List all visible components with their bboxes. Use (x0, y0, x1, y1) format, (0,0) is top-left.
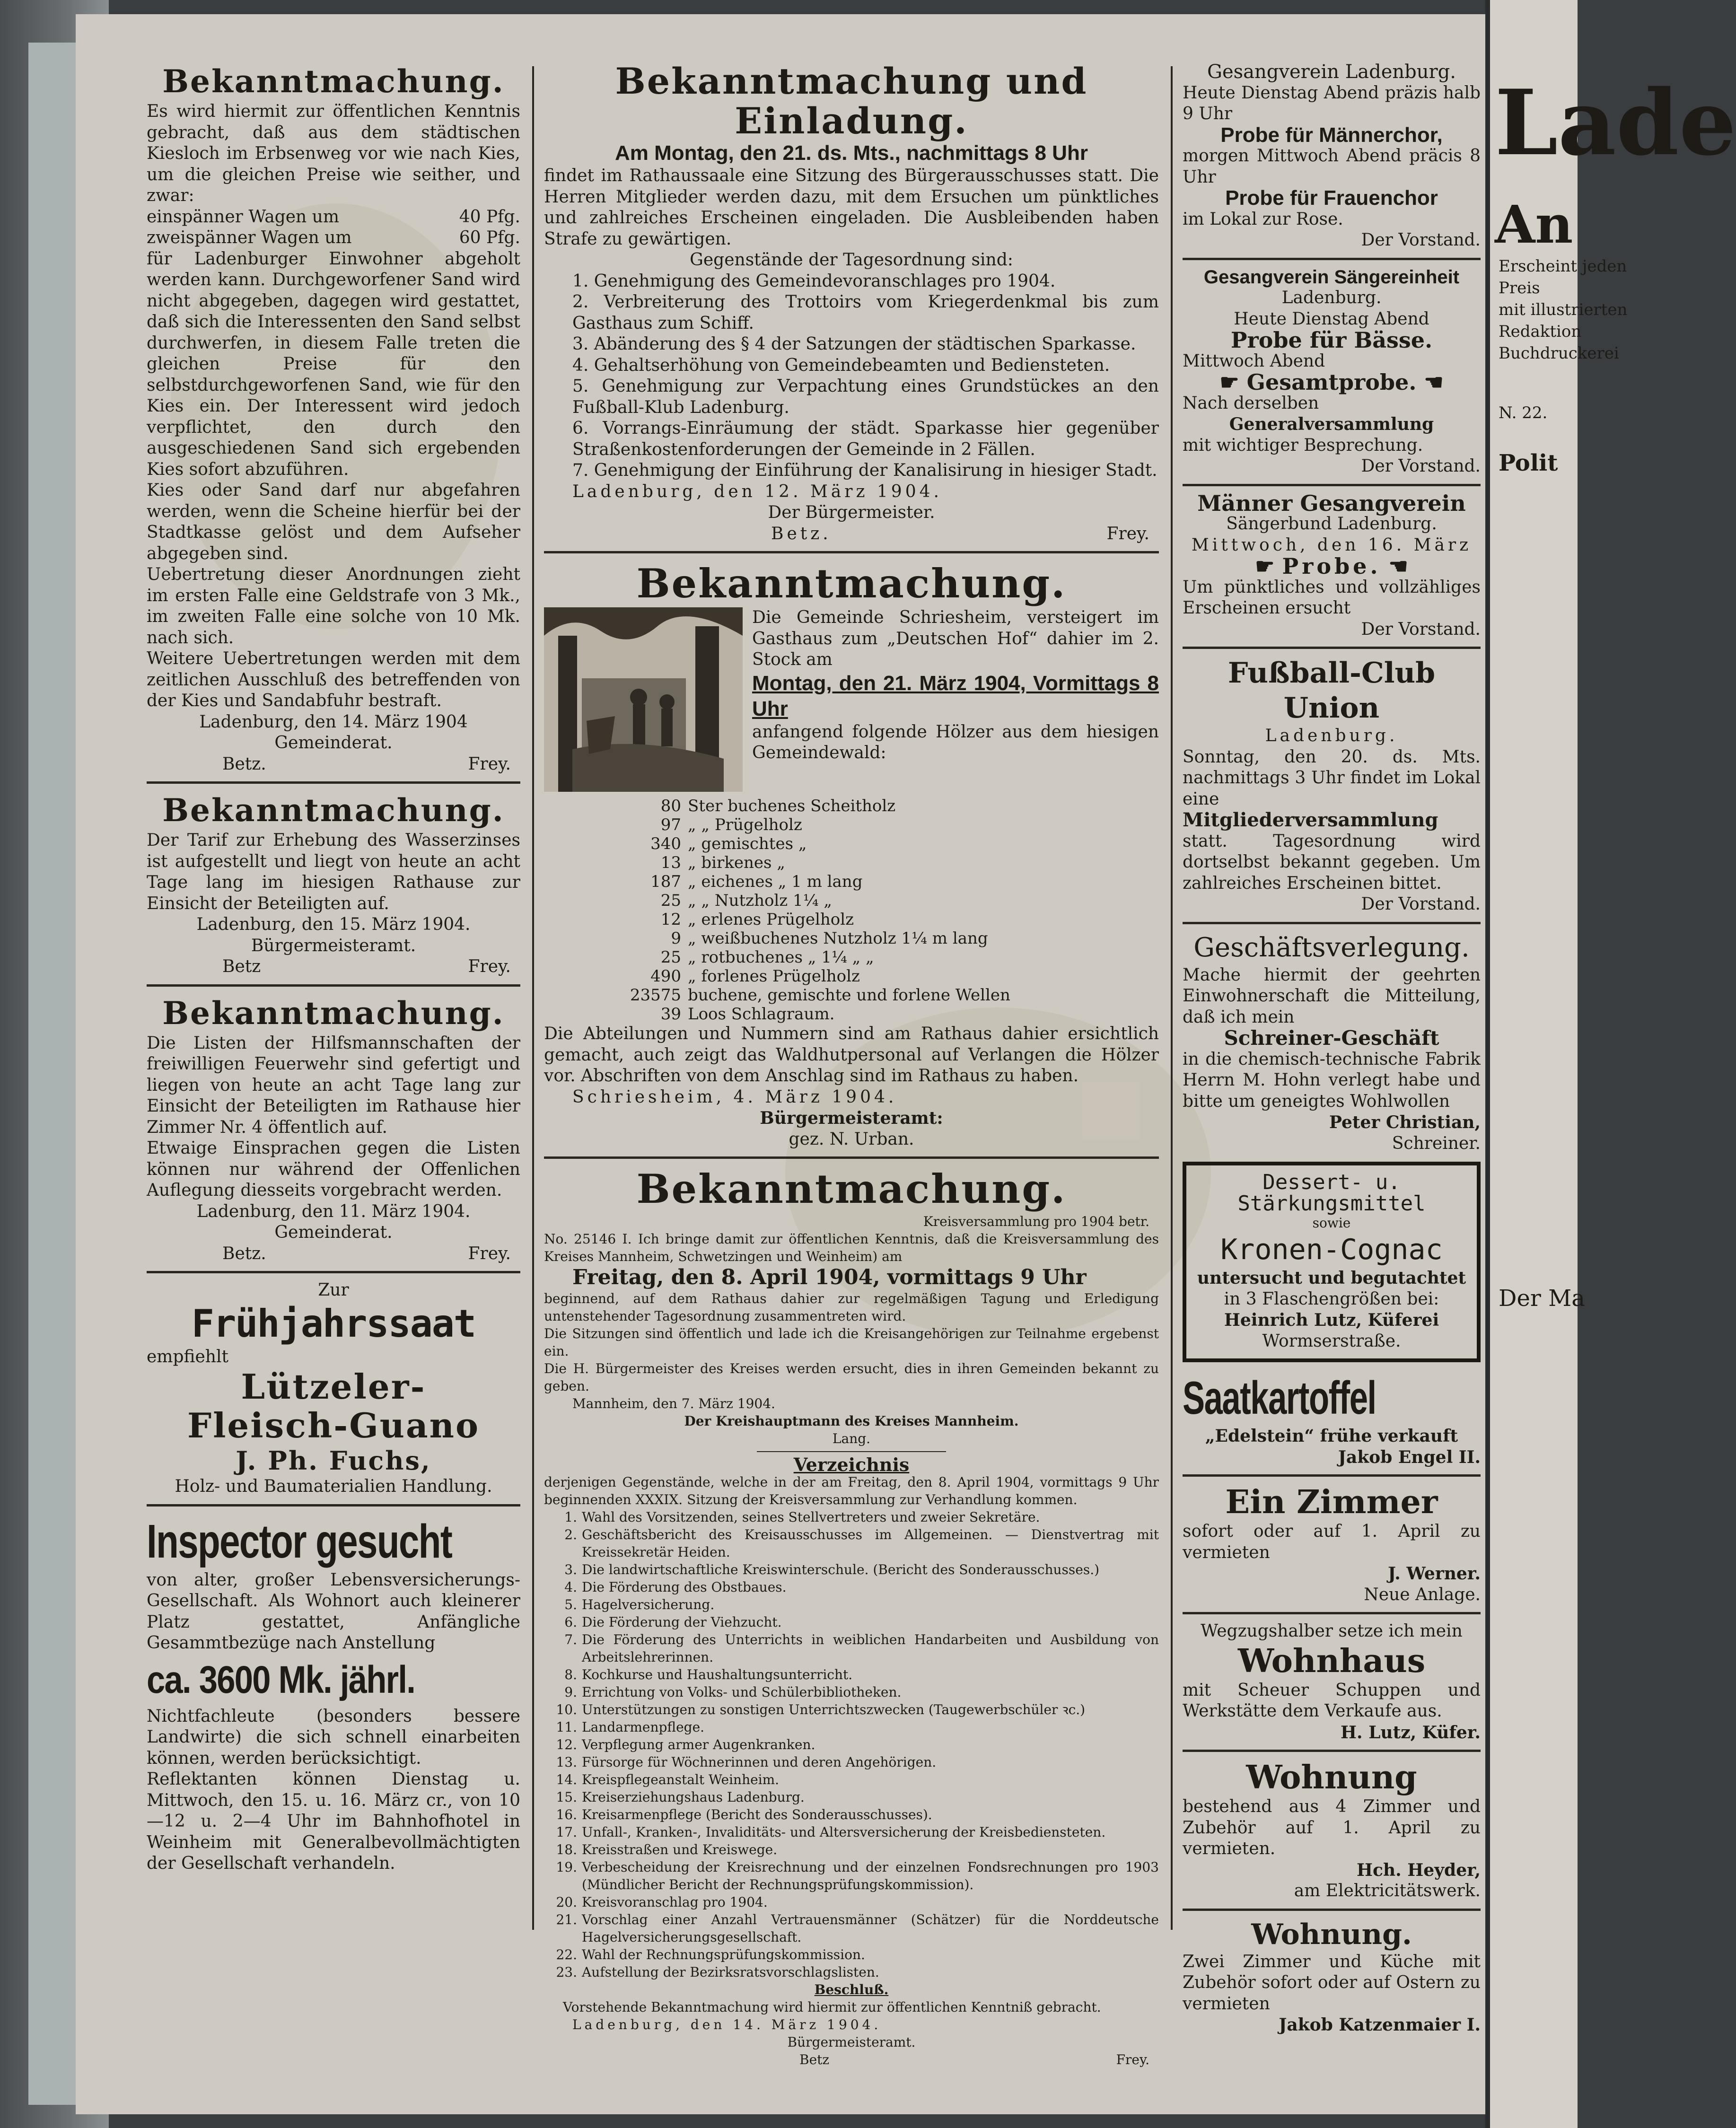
signature: Betz. (222, 1244, 266, 1263)
pointing-hand-icon: ☛ (1255, 553, 1282, 579)
list-item: 17. Unfall-, Kranken-, Invaliditäts- und Altersversicherung der Kreisbediensteten. (556, 1824, 1106, 1840)
list-item: 12. Verpflegung armer Augenkranken. (556, 1737, 815, 1752)
list-item: 4. Die Förderung des Obstbaues. (564, 1579, 787, 1595)
ad-title: Fußball-Club Union (1227, 657, 1436, 725)
ad-seed-potatoes (1183, 1370, 1481, 1468)
ad-product: Lützeler- (241, 1366, 426, 1407)
column-right (1183, 61, 1481, 2036)
ad-room (1183, 1483, 1481, 1605)
ad-title: Wohnung. (1251, 1918, 1412, 1951)
ad-choir-ladenburg (1183, 61, 1481, 251)
column-middle (544, 61, 1159, 2068)
ad-text: Mittwoch, den 16. März (1191, 535, 1472, 555)
ad-title: Wohnung (1246, 1759, 1417, 1796)
notice-text: anfangend folgende Hölzer aus dem hiesigen Gemeindewald: (752, 722, 1159, 762)
wood-quantity: 9 (671, 929, 681, 948)
wood-quantity: 340 (650, 834, 681, 853)
notice-date: Ladenburg, den 12. März 1904. (572, 482, 942, 501)
notice-title: Bekanntmachung. (636, 1165, 1067, 1212)
ad-title: Ein Zimmer (1225, 1483, 1438, 1521)
signature: Jakob Katzenmaier I. (1279, 2015, 1481, 2035)
signature: H. Lutz, Küfer. (1341, 1722, 1481, 1743)
notice-text: Die Gemeinde Schriesheim, versteigert im Gasthaus zum „Deutschen Hof“ dahier im 2. Stock am (752, 608, 1159, 669)
ad-firm: J. Ph. Fuchs, (236, 1445, 431, 1476)
list-intro: derjenigen Gegenstände, welche in der am Freitag, den 8. April 1904, vormittags 9 Uhr beginnenden XXXIX. Sitzung der Kreisversammlung zur Verhandlung kommen. (544, 1474, 1159, 1507)
notice-authority: Bürgermeisteramt. (787, 2034, 916, 2050)
text-fragment: Redaktion (1499, 322, 1582, 341)
masthead-fragment: An (1495, 194, 1573, 255)
ad-text: mit Scheuer Schuppen und Werkstätte dem Verkaufe aus. (1183, 1680, 1481, 1721)
column-left (147, 61, 520, 1874)
notice-authority: Gemeinderat. (274, 1223, 393, 1242)
wood-quantity: 187 (650, 872, 681, 891)
notice-text: Die H. Bürgermeister des Kreises werden ersucht, dies in ihren Gemeinden bekannt zu geben. (544, 1361, 1159, 1394)
text-fragment: Erscheint jeden (1499, 257, 1627, 276)
agenda-item: 1. Genehmigung des Gemeindevoranschlages pro 1904. (572, 271, 1056, 291)
list-item: 14. Kreispflegeanstalt Weinheim. (556, 1772, 780, 1787)
ad-title: Geschäftsverlegung. (1193, 932, 1470, 963)
ad-title: Männer Gesangverein (1197, 490, 1466, 516)
adjacent-page (1485, 0, 1736, 2128)
ad-cognac (1183, 1162, 1481, 1362)
wood-type: „ birkenes „ (688, 853, 785, 872)
ad-football-club (1183, 656, 1481, 915)
ad-choir-saengerbund (1183, 490, 1481, 640)
wood-type: „ rotbuchenes „ 1¼ „ „ (688, 948, 874, 967)
ad-apartment (1183, 1759, 1481, 1902)
price-label: einspänner Wagen um (147, 207, 339, 227)
list-item: 13. Fürsorge für Wöchnerinnen und deren Angehörigen. (556, 1754, 937, 1770)
ad-address: Wormserstraße. (1262, 1331, 1401, 1351)
notice-text: Uebertretung dieser Anordnungen zieht im ersten Falle eine Geldstrafe von 3 Mk., im zweiten Falle eine solche von 10 Mk. nach sich. (147, 565, 520, 648)
text-fragment: mit illustrierten (1499, 300, 1628, 319)
ad-product: Fleisch-Guano (187, 1405, 480, 1445)
signature: Peter Christian, (1329, 1112, 1481, 1132)
notice-title: Bekanntmachung. (162, 792, 505, 829)
ad-heading: Probe für Frauenchor (1225, 186, 1438, 210)
ad-text: in die chemisch-technische Fabrik Herrn M. Hohn verlegt habe und bitte um geneigtes Wohlwollen (1183, 1049, 1481, 1111)
ad-choir-saengereinheit (1183, 267, 1481, 477)
notice-date: Ladenburg, den 14. März 1904. (572, 2017, 882, 2032)
notice-text: Es wird hiermit zur öffentlichen Kenntnis gebracht, daß aus dem städtischen Kiesloch im Erbsenweg vor wie nach Kies, um die gleichen Preise wie seither, und zwar: (147, 102, 520, 205)
notice-text: Gegenstände der Tagesordnung sind: (690, 250, 1013, 270)
notice-date: Mannheim, den 7. März 1904. (572, 1396, 775, 1411)
list-item: 5. Hagelversicherung. (564, 1597, 715, 1612)
assembly-date: Freitag, den 8. April 1904, vormittags 9 Uhr (572, 1265, 1087, 1289)
notice-council-meeting (544, 61, 1159, 544)
text-fragment: Buchdruckerei (1499, 344, 1619, 363)
signature: Der Vorstand. (1361, 619, 1481, 639)
signature-title: Schreiner. (1392, 1133, 1481, 1153)
wood-quantity: 23575 (630, 986, 681, 1005)
signature: Der Vorstand. (1361, 894, 1481, 914)
ad-heading: Schreiner-Geschäft (1224, 1026, 1439, 1050)
signature: Frey. (468, 957, 511, 976)
list-title: Verzeichnis (793, 1454, 910, 1475)
text-fragment: Polit (1499, 450, 1558, 476)
ad-text: Ladenburg. (1265, 726, 1398, 745)
ad-business-relocation (1183, 931, 1481, 1155)
notice-district-assembly (544, 1165, 1159, 2068)
ad-title: Saatkartoffel (1183, 1372, 1376, 1424)
ad-heading: Mitgliederversammlung (1183, 809, 1438, 831)
wood-quantity: 39 (660, 1005, 681, 1024)
signature: gez. N. Urban. (789, 1129, 914, 1149)
ad-firm-type: Holz- und Baumaterialien Handlung. (175, 1477, 492, 1496)
wood-type: „ erlenes Prügelholz (688, 910, 854, 929)
wood-quantity: 25 (660, 891, 681, 910)
notice-gravel (147, 61, 520, 775)
ad-fertilizer (147, 1280, 520, 1497)
ad-salary: ca. 3600 Mk. jährl. (147, 1658, 415, 1701)
notice-text: Die Sitzungen sind öffentlich und lade ich die Kreisangehörigen zur Teilnahme ergebenst ein. (544, 1326, 1159, 1359)
signature: J. Werner. (1388, 1564, 1481, 1584)
notice-title: Bekanntmachung und Einladung. (615, 60, 1088, 142)
wood-type: buchene, gemischte und forlene Wellen (688, 986, 1010, 1005)
ad-text: „Edelstein“ frühe verkauft (1205, 1426, 1458, 1446)
ad-text: mit wichtiger Besprechung. (1183, 435, 1423, 455)
ad-title: Dessert- u. Stärkungsmittel (1237, 1170, 1426, 1216)
notice-date: Schriesheim, 4. März 1904. (572, 1087, 897, 1107)
wood-quantity: 13 (660, 853, 681, 872)
ad-heading: ☛ Probe. ☚ (1255, 553, 1408, 579)
ad-address: Neue Anlage. (1364, 1585, 1481, 1604)
signature: Lang. (832, 1431, 871, 1446)
ad-apartment-2 (1183, 1918, 1481, 2036)
column-rule-1 (532, 66, 534, 1930)
agenda-item: 4. Gehaltserhöhung von Gemeindebeamten und Bediensteten. (572, 355, 1110, 375)
ad-heading: Probe für Männerchor, (1220, 123, 1443, 147)
agenda-item: 7. Genehmigung der Einführung der Kanalisirung in hiesiger Stadt. (572, 461, 1157, 480)
list-item: 21. Vorschlag einer Anzahl Vertrauensmänner (Schätzer) für die Norddeutsche Hagelversicherungsgesellschaft. (556, 1912, 1159, 1945)
ad-title: Gesangverein Sängereinheit (1203, 266, 1460, 288)
resolution-title: Beschluß. (814, 1982, 889, 1997)
signature: Der Vorstand. (1361, 456, 1481, 476)
ad-text: Reflektanten können Dienstag u. Mittwoch, den 15. u. 16. März cr., von 10—12 u. 2—4 Uhr im Bahnhofhotel in Weinheim mit Generalbevollmächtigten der Gesellschaft verhandeln. (147, 1769, 520, 1873)
notice-title: Bekanntmachung. (636, 560, 1067, 607)
signature: Frey. (1106, 524, 1149, 543)
signature: Frey. (468, 1244, 511, 1263)
signature: Der Vorstand. (1361, 230, 1481, 250)
ad-text: Nach derselben (1183, 393, 1319, 413)
list-item: 19. Verbescheidung der Kreisrechnung und der einzelnen Fondsrechnungen pro 1903 (Mündlicher Bericht der Rechnungsprüfungskommission). (556, 1859, 1159, 1892)
price-label: zweispänner Wagen um (147, 228, 352, 247)
pointing-hand-icon: ☚ (1416, 369, 1444, 395)
ad-text: Mache hiermit der geehrten Einwohnerschaft die Mitteilung, daß ich mein (1183, 965, 1481, 1027)
text-fragment: N. 22. (1499, 403, 1548, 422)
forest-woodcut-illustration (544, 607, 743, 792)
notice-wood-auction (544, 560, 1159, 1150)
signature: Frey. (468, 754, 511, 774)
ad-heading: ☛ Gesamtprobe. ☚ (1219, 369, 1444, 395)
notice-subtitle: Am Montag, den 21. ds. Mts., nachmittags 8 Uhr (615, 141, 1088, 165)
ad-text: empfiehlt (147, 1347, 228, 1366)
notice-title: Bekanntmachung. (162, 994, 505, 1032)
wood-type: „ forlenes Prügelholz (688, 967, 860, 986)
price-value: 40 Pfg. (459, 207, 520, 227)
list-item: 9. Errichtung von Volks- und Schülerbibliotheken. (564, 1684, 902, 1700)
wood-type: Loos Schlagraum. (688, 1005, 835, 1024)
notice-text: Die Abteilungen und Nummern sind am Rathaus dahier ersichtlich gemacht, auch zeigt das Waldhutpersonal auf Verlangen die Hölzer vor. Abschriften von dem Anschlag sind im Rathaus zu haben. (544, 1024, 1159, 1086)
ad-title: Wohnhaus (1237, 1642, 1426, 1680)
ad-text: Nichtfachleute (besonders bessere Landwirte) die sich schnell einarbeiten können, werden berücksichtigt. (147, 1706, 520, 1768)
resolution-text: Vorstehende Bekanntmachung wird hiermit zur öffentlichen Kenntniß gebracht. (563, 1999, 1101, 2015)
ad-text: sofort oder auf 1. April zu vermieten (1183, 1522, 1481, 1562)
text-fragment: Preis (1499, 279, 1540, 298)
notice-text: beginnend, auf dem Rathaus dahier zur regelmäßigen Tagung und Erledigung untenstehender Tagesordnung zusammentreten wird. (544, 1291, 1159, 1324)
notice-text: Kies oder Sand darf nur abgefahren werden, wenn die Scheine hierfür bei der Stadtkasse gelöst und dem Aufseher abgegeben sind. (147, 481, 520, 563)
ad-text: sowie (1312, 1215, 1351, 1231)
ad-text: Zwei Zimmer und Küche mit Zubehör sofort oder auf Ostern zu vermieten (1183, 1952, 1481, 2014)
agenda-item: 2. Verbreiterung des Trottoirs vom Kriegerdenkmal bis zum Gasthaus zum Schiff. (572, 292, 1159, 333)
ad-address: am Elektricitätswerk. (1294, 1881, 1481, 1900)
wood-type: „ „ Nutzholz 1¼ „ (688, 891, 833, 910)
notice-text: Die Listen der Hilfsmannschaften der freiwilligen Feuerwehr sind gefertigt und liegen von heute an acht Tage lang zur Einsicht der Beteiligten im Rathause hier Zimmer Nr. 4 öffentlich auf. (147, 1033, 520, 1137)
notice-fire-brigade (147, 993, 520, 1265)
notice-date: Ladenburg, den 15. März 1904. (196, 915, 471, 934)
ad-title: Frühjahrssaat (191, 1301, 476, 1346)
ad-text: untersucht und begutachtet (1197, 1268, 1466, 1288)
notice-authority: Bürgermeisteramt: (760, 1108, 943, 1128)
notice-subtitle: Kreisversammlung pro 1904 betr. (923, 1214, 1149, 1229)
auction-date: Montag, den 21. März 1904, Vormittags 8 Uhr (752, 671, 1159, 720)
ad-text: in 3 Flaschengrößen bei: (1224, 1289, 1439, 1309)
ad-heading: Kronen-Cognac (1220, 1233, 1443, 1266)
agenda-item: 3. Abänderung des § 4 der Satzungen der städtischen Sparkasse. (572, 334, 1136, 354)
ad-text: Sonntag, den 20. ds. Mts. nachmittags 3 Uhr findet im Lokal eine (1183, 747, 1481, 809)
wood-quantity: 80 (660, 797, 681, 815)
ad-text: Heute Dienstag Abend präzis halb 9 Uhr (1183, 83, 1481, 123)
ad-intro: Zur (318, 1280, 349, 1300)
notice-date: Ladenburg, den 11. März 1904. (196, 1201, 471, 1221)
wood-quantity: 12 (660, 910, 681, 929)
notice-text: No. 25146 I. Ich bringe damit zur öffentlichen Kenntnis, daß die Kreisversammlung des Kreises Mannheim, Schwetzingen und Weinheim) am (544, 1231, 1159, 1264)
list-item: 23. Aufstellung der Bezirksratsvorschlagslisten. (556, 1964, 879, 1980)
signature: Betz (799, 2052, 830, 2067)
ad-firm: Heinrich Lutz, Küferei (1224, 1310, 1439, 1330)
ad-text: Heute Dienstag Abend (1234, 309, 1429, 329)
ad-heading: Probe für Bässe. (1230, 327, 1433, 353)
wood-type: Ster buchenes Scheitholz (688, 797, 896, 815)
list-item: 6. Die Förderung der Viehzucht. (564, 1614, 782, 1630)
signature: Jakob Engel II. (1338, 1447, 1481, 1467)
agenda-item: 5. Genehmigung zur Verpachtung eines Grundstückes an den Fußball-Klub Ladenburg. (572, 377, 1159, 417)
list-item: 18. Kreisstraßen und Kreiswege. (556, 1842, 778, 1857)
wood-quantity: 97 (660, 815, 681, 834)
ad-title: Inspector gesucht (147, 1515, 452, 1568)
signature: Frey. (1116, 2052, 1149, 2067)
list-item: 11. Landarmenpflege. (556, 1719, 705, 1735)
signature: Betz (222, 957, 261, 976)
column-rule-2 (1171, 66, 1173, 1930)
list-item: 10. Unterstützungen zu sonstigen Unterrichtszwecken (Taugewerbschüler ꝛc.) (556, 1702, 1086, 1717)
list-item: 1. Wahl des Vorsitzenden, seines Stellvertreters und zweier Sekretäre. (564, 1509, 1040, 1525)
ad-text: von alter, großer Lebensversicherungs-Gesellschaft. Als Wohnort auch kleinerer Platz gestattet, Anfängliche Gesammtbezüge nach Anstellung (147, 1570, 520, 1653)
signature: Betz. (222, 754, 266, 774)
wood-type: „ eichenes „ 1 m lang (688, 872, 863, 891)
text-fragment: Der Ma (1499, 1285, 1585, 1312)
pointing-hand-icon: ☚ (1381, 553, 1408, 579)
ad-inspector (147, 1513, 520, 1874)
ad-text: Ladenburg. (1281, 288, 1382, 307)
notice-authority: Der Kreishauptmann des Kreises Mannheim. (684, 1413, 1019, 1429)
list-item: 22. Wahl der Rechnungsprüfungskommission. (556, 1947, 865, 1962)
list-item: 3. Die landwirtschaftliche Kreiswinterschule. (Bericht des Sonderausschusses.) (564, 1562, 1100, 1577)
wood-type: „ gemischtes „ (688, 834, 807, 853)
ad-text: Sängerbund Ladenburg. (1226, 514, 1437, 534)
wood-quantity: 25 (660, 948, 681, 967)
wood-type: „ weißbuchenes Nutzholz 1¼ m lang (688, 929, 988, 948)
notice-text: findet im Rathaussaale eine Sitzung des Bürgerausschusses statt. Die Herren Mitglieder werden dazu, mit dem Ersuchen um pünktliches und zahlreiches Erscheinen eingeladen. Die Ausbleibenden haben Strafe zu gewärtigen. (544, 166, 1159, 249)
notice-authority: Gemeinderat. (274, 733, 393, 753)
ad-text: im Lokal zur Rose. (1183, 209, 1343, 229)
list-item: 7. Die Förderung des Unterrichts in weiblichen Handarbeiten und Ausbildung von Arbeitslehrerinnen. (564, 1632, 1159, 1665)
pointing-hand-icon: ☛ (1219, 369, 1247, 395)
notice-authority: Bürgermeisteramt. (251, 936, 416, 955)
ad-title: Gesangverein Ladenburg. (1207, 61, 1456, 83)
ad-text: statt. Tagesordnung wird dortselbst bekannt gegeben. Um zahlreiches Erscheinen bittet. (1183, 831, 1481, 893)
signature: Hch. Heyder, (1357, 1860, 1481, 1880)
ad-text: bestehend aus 4 Zimmer und Zubehör auf 1. April zu vermieten. (1183, 1797, 1481, 1858)
list-item: 2. Geschäftsbericht des Kreisausschusses im Allgemeinen. — Dienstvertrag mit Kreissekretär Heiden. (564, 1527, 1159, 1560)
notice-text: für Ladenburger Einwohner abgeholt werden kann. Durchgeworfener Sand wird nicht abgegeben, dagegen wird gestattet, daß sich die Interessenten den Sand selbst durchwerfen, in diesem Falle treten die gleichen Preise für den selbstdurchgeworfenen Sand, wie für den Kies ein. Der Interessent wird jedoch verpflichtet, den durch den ausgeschiedenen Sand sich ergebenden Kies sofort abzuführen. (147, 249, 520, 479)
ad-text: Wegzugshalber setze ich mein (1201, 1621, 1463, 1641)
ad-text: morgen Mittwoch Abend präcis 8 Uhr (1183, 146, 1481, 187)
ad-house-sale (1183, 1621, 1481, 1743)
price-value: 60 Pfg. (459, 228, 520, 247)
wood-quantity: 490 (650, 967, 681, 986)
notice-authority: Der Bürgermeister. (768, 503, 935, 522)
list-item: 8. Kochkurse und Haushaltungsunterricht. (564, 1667, 853, 1682)
list-item: 16. Kreisarmenpflege (Bericht des Sonderausschusses). (556, 1807, 932, 1822)
notice-text: Etwaige Einsprachen gegen die Listen können nur während der Offenlichen Auflegung diesseits vorgebracht werden. (147, 1138, 520, 1200)
ad-text: Um pünktliches und vollzähliges Erscheinen ersucht (1183, 577, 1481, 618)
wood-type: „ „ Prügelholz (688, 815, 802, 834)
list-item: 15. Kreiserziehungshaus Ladenburg. (556, 1789, 805, 1805)
masthead-fragment: Lade (1495, 70, 1736, 175)
signature: Betz. (771, 524, 832, 543)
notice-date: Ladenburg, den 14. März 1904 (199, 712, 468, 732)
ad-text: Mittwoch Abend (1183, 351, 1325, 371)
list-item: 20. Kreisvoranschlag pro 1904. (556, 1894, 768, 1910)
agenda-item: 6. Vorrangs-Einräumung der städt. Sparkasse hier gegenüber Straßenkostenforderungen der Gemeinde in 2 Fällen. (572, 419, 1159, 459)
ad-heading: Generalversammlung (1229, 414, 1434, 434)
notice-title: Bekanntmachung. (162, 63, 505, 100)
notice-water-tariff (147, 790, 520, 978)
notice-text: Der Tarif zur Erhebung des Wasserzinses ist aufgestellt und liegt von heute an acht Tage lang im hiesigen Rathause zur Einsicht der Beteiligten auf. (147, 831, 520, 913)
notice-text: Weitere Uebertretungen werden mit dem zeitlichen Ausschluß des betreffenden von der Kies und Sandabfuhr bestraft. (147, 649, 520, 710)
